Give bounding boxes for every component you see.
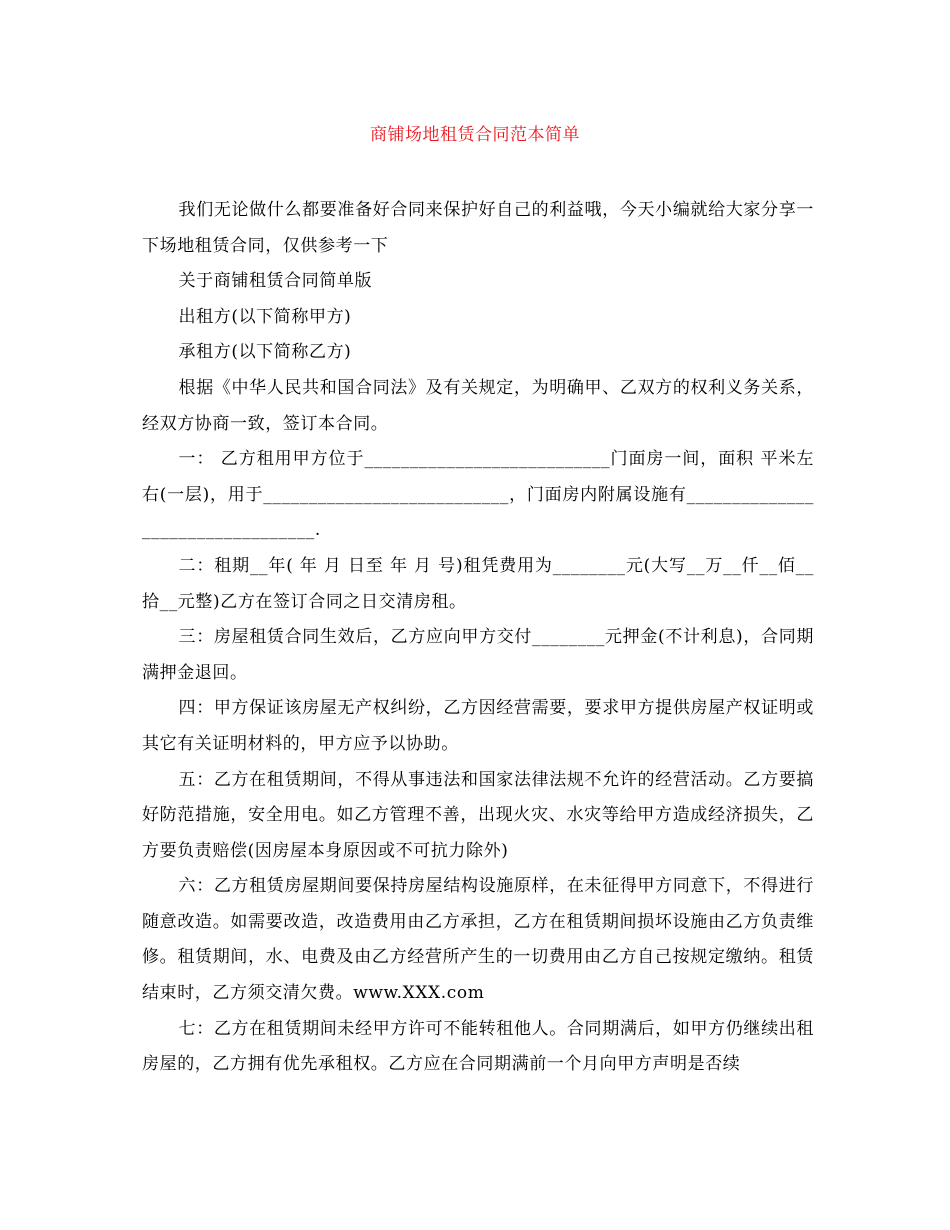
clause-7: 七：乙方在租赁期间未经甲方许可不能转租他人。合同期满后，如甲方仍继续出租房屋的，乙方拥有优先承租权。乙方应在合同期满前一个月向甲方声明是否续 bbox=[142, 1018, 814, 1075]
clause-1: 一： 乙方租用甲方位于___________________________门面房一间，面积 平米左右(一层)，用于___________________________，门面房内附属设施有_________________________________. bbox=[142, 449, 814, 541]
lessor-line: 出租方(以下简称甲方) bbox=[178, 306, 352, 327]
clause-5: 五：乙方在租赁期间，不得从事违法和国家法律法规不允许的经营活动。乙方要搞好防范措施，安全用电。如乙方管理不善，出现火灾、水灾等给甲方造成经济损失，乙方要负责赔偿(因房屋本身原因或不可抗力除外) bbox=[142, 769, 814, 861]
document-body bbox=[142, 193, 814, 1083]
clause-4: 四：甲方保证该房屋无产权纠纷，乙方因经营需要，要求甲方提供房屋产权证明或其它有关证明材料的，甲方应予以协助。 bbox=[142, 698, 814, 754]
clause-6: 六：乙方租赁房屋期间要保持房屋结构设施原样，在未征得甲方同意下，不得进行随意改造。如需要改造，改造费用由乙方承担，乙方在租赁期间损坏设施由乙方负责维修。租赁期间，水、电费及由乙方经营所产生的一切费用由乙方自己按规定缴纳。租赁结束时，乙方须交清欠费。www.XXX.com bbox=[142, 876, 814, 1004]
clause-2: 二：租期__年( 年 月 日至 年 月 号)租凭费用为________元(大写__万__仟__佰__拾__元整)乙方在签订合同之日交清房租。 bbox=[142, 555, 814, 612]
intro-paragraph: 我们无论做什么都要准备好合同来保护好自己的利益哦，今天小编就给大家分享一下场地租赁合同，仅供参考一下 bbox=[142, 200, 814, 256]
document-title: 商铺场地租赁合同范本简单 bbox=[370, 125, 580, 145]
lessee-line: 承租方(以下简称乙方) bbox=[178, 342, 352, 363]
preamble-paragraph: 根据《中华人民共和国合同法》及有关规定，为明确甲、乙双方的权利义务关系，经双方协商一致，签订本合同。 bbox=[142, 377, 814, 434]
clause-3: 三：房屋租赁合同生效后，乙方应向甲方交付________元押金(不计利息)，合同期满押金退回。 bbox=[142, 627, 814, 683]
contract-heading: 关于商铺租赁合同简单版 bbox=[178, 271, 373, 292]
